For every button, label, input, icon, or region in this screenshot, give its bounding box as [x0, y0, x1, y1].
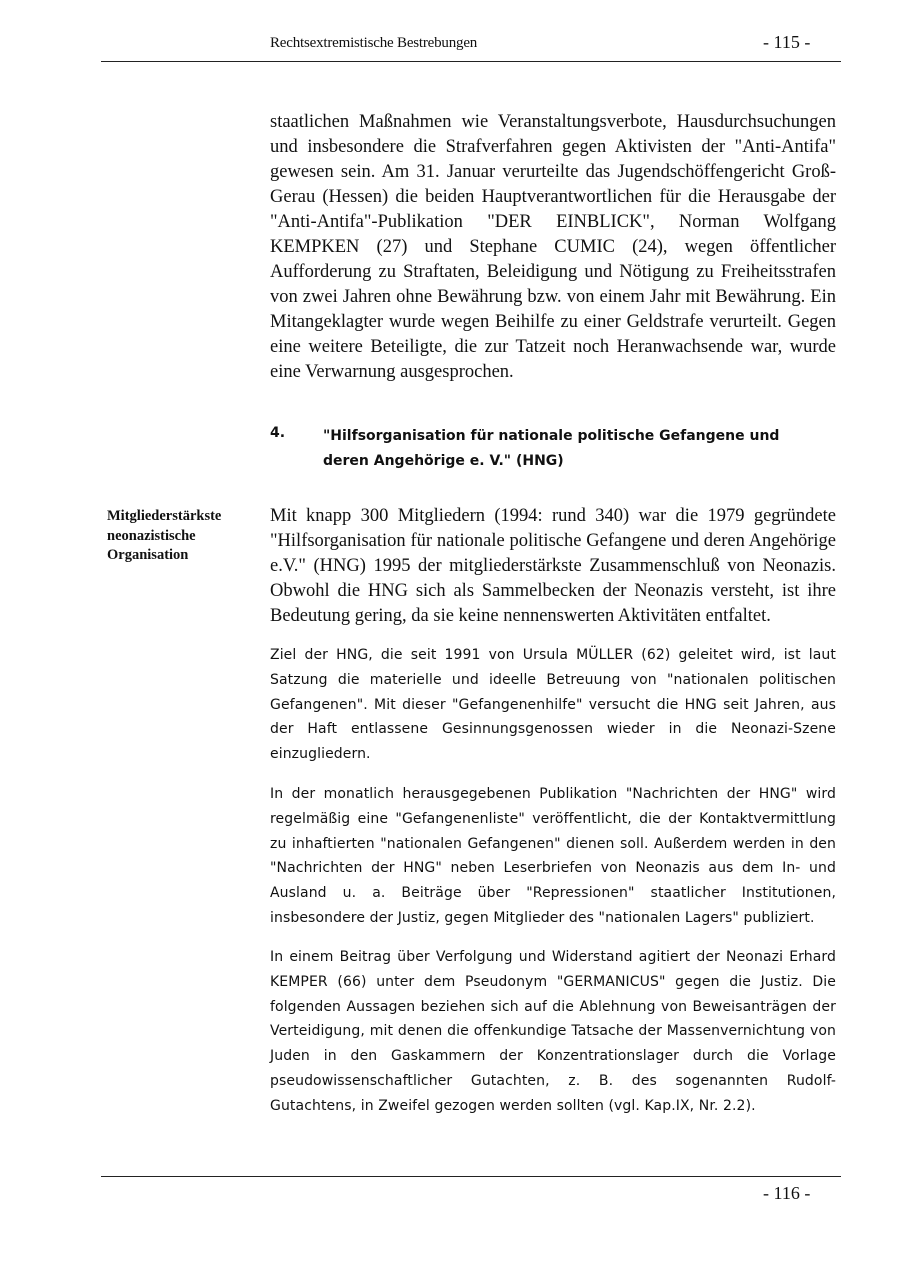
- margin-note-line: Organisation: [107, 547, 189, 563]
- margin-note: [107, 507, 247, 566]
- paragraph-intro: staatlichen Maßnahmen wie Veranstaltungsverbote, Hausdurchsuchungen und insbesondere die Strafverfahren gegen Aktivisten der "Anti-Antifa" gewesen sein. Am 31. Januar verurteilte das Jugendschöffengericht Groß-Gerau (Hessen) die beiden Hauptverantwortlichen für die Herausgabe der "Anti-Antifa"-Publikation "DER EINBLICK", Norman Wolfgang KEMPKEN (27) und Stephane CUMIC (24), wegen öffentlicher Aufforderung zu Straftaten, Beleidigung und Nötigung zu Freiheitsstrafen von zwei Jahren ohne Bewährung bzw. von einem Jahr mit Bewährung. Ein Mitangeklagter wurde wegen Beihilfe zu einer Geldstrafe verurteilt. Gegen eine weitere Beteiligte, die zur Tatzeit noch Heranwachsende war, wurde eine Verwarnung ausgesprochen.: [270, 112, 836, 382]
- footer-page-number: - 116 -: [763, 1183, 811, 1203]
- paragraph-hng-goal: Ziel der HNG, die seit 1991 von Ursula MÜLLER (62) geleitet wird, ist laut Satzung die materielle und ideelle Betreuung von "nationalen politischen Gefangenen". Mit dieser "Gefangenenhilfe" versucht die HNG seit Jahren, aus der Haft entlassene Gesinnungsgenossen wieder in die Neonazi-Szene einzugliedern.: [270, 647, 836, 763]
- section-heading: "Hilfsorganisation für nationale politische Gefangene und deren Angehörige e. V." (HNG): [323, 428, 780, 469]
- header-rule: [101, 61, 841, 62]
- margin-note-line: Mitgliederstärkste: [107, 508, 222, 524]
- running-header-title: Rechtsextremistische Bestrebungen: [270, 35, 478, 51]
- paragraph-hng-members: Mit knapp 300 Mitgliedern (1994: rund 340) war die 1979 gegründete "Hilfsorganisation für nationale politische Gefangene und deren Angehörige e.V." (HNG) 1995 der mitgliederstärkste Zusammenschluß von Neonazis. Obwohl die HNG sich als Sammelbecken der Neonazis versteht, ist ihre Bedeutung gering, da sie keine nennenswerten Aktivitäten entfaltet.: [270, 506, 836, 626]
- section-number: 4.: [270, 425, 286, 441]
- margin-note-line: neonazistische: [107, 527, 196, 544]
- footer-rule: [101, 1176, 841, 1177]
- paragraph-kemper-article: In einem Beitrag über Verfolgung und Widerstand agitiert der Neonazi Erhard KEMPER (66) unter dem Pseudonym "GERMANICUS" gegen die Justiz. Die folgenden Aussagen beziehen sich auf die Ablehnung von Beweisanträgen der Verteidigung, mit denen die offenkundige Tatsache der Massenvernichtung von Juden in den Gaskammern der Konzentrationslager durch die Vorlage pseudowissenschaftlicher Gutachten, z. B. des sogenannten Rudolf-Gutachtens, in Zweifel gezogen werden sollten (vgl. Kap.IX, Nr. 2.2).: [270, 949, 836, 1114]
- paragraph-hng-publication: In der monatlich herausgegebenen Publikation "Nachrichten der HNG" wird regelmäßig eine "Gefangenenliste" veröffentlicht, die der Kontaktvermittlung zu inhaftierten "nationalen Gefangenen" dienen soll. Außerdem werden in den "Nachrichten der HNG" neben Leserbriefen von Neonazis aus dem In- und Ausland u. a. Beiträge über "Repressionen" staatlicher Institutionen, insbesondere der Justiz, gegen Mitglieder des "nationalen Lagers" publiziert.: [270, 786, 836, 926]
- header-page-number: - 115 -: [763, 32, 811, 52]
